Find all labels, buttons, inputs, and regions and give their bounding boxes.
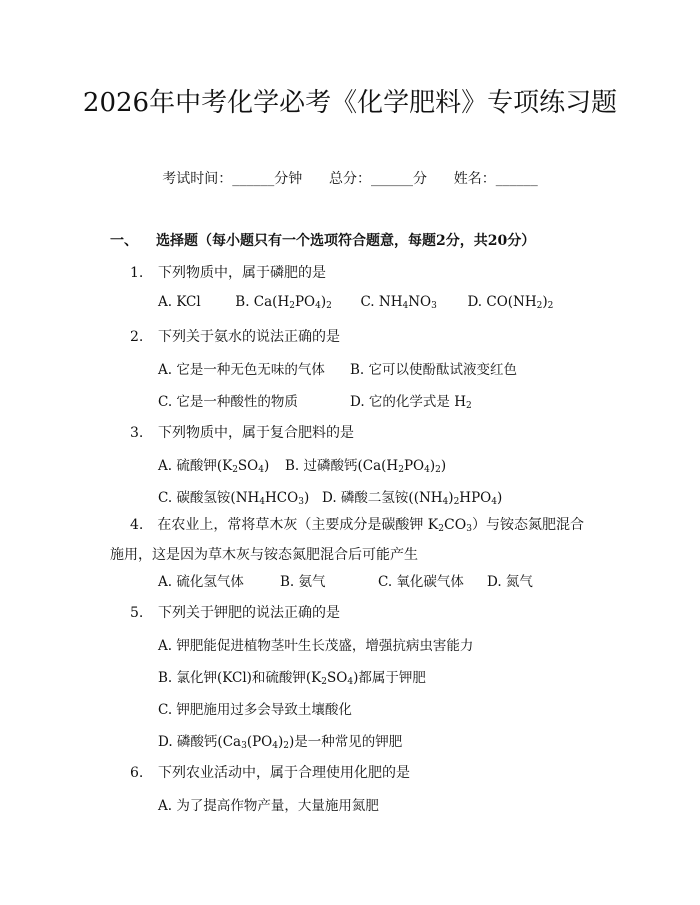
option-a: A. 硫酸钾$(K_2SO_4)$ bbox=[158, 458, 270, 475]
question-number: 3. bbox=[130, 425, 144, 441]
page-title: 2026年中考化学必考《化学肥料》专项练习题 bbox=[82, 88, 618, 118]
option-b: B. 它可以使酚酞试液变红色 bbox=[350, 362, 518, 378]
option-d: D. 它的化学式是 $H_2$ bbox=[350, 394, 472, 411]
exam-time-label: 考试时间：______分钟 bbox=[162, 171, 303, 187]
question-number: 2. bbox=[130, 329, 144, 345]
option-d: D. 磷酸二氢铵$((NH_4)_2HPO_4)$ bbox=[322, 490, 503, 507]
question-stem: 下列物质中，属于磷肥的是 bbox=[158, 265, 326, 281]
option-b: B. 氯化钾(KCl)和硫酸钾$(K_2SO_4)$都属于钾肥 bbox=[158, 670, 426, 687]
section-heading bbox=[110, 230, 535, 250]
question-stem: 下列关于钾肥的说法正确的是 bbox=[158, 605, 340, 621]
question-number: 5. bbox=[130, 605, 144, 621]
question-5 bbox=[130, 602, 340, 622]
option-b: B. $Ca(H_2PO_4)_2$ bbox=[235, 294, 332, 311]
option-a: A. 为了提高作物产量，大量施用氮肥 bbox=[158, 798, 379, 814]
option-d: D. 磷酸钙$(Ca_3(PO_4)_2)$是一种常见的钾肥 bbox=[158, 734, 403, 751]
option-a: A. 钾肥能促进植物茎叶生长茂盛，增强抗病虫害能力 bbox=[158, 638, 474, 654]
question-number: 4. bbox=[130, 517, 144, 533]
option-b: B. 氨气 bbox=[280, 574, 326, 590]
option-a: A. 它是一种无色无味的气体 bbox=[158, 362, 325, 378]
option-b: B. 过磷酸钙$(Ca(H_2PO_4)_2)$ bbox=[285, 458, 447, 475]
option-d: D. 氮气 bbox=[487, 574, 533, 590]
question-stem: 下列农业活动中，属于合理使用化肥的是 bbox=[158, 765, 410, 781]
section-title: 选择题（每小题只有一个选项符合题意，每题2分，共20分） bbox=[156, 233, 536, 249]
question-3 bbox=[130, 422, 354, 442]
option-d: D. $CO(NH_2)_2$ bbox=[467, 294, 554, 311]
question-2 bbox=[130, 326, 340, 346]
question-number: 6. bbox=[130, 765, 144, 781]
option-c: C. 氧化碳气体 bbox=[378, 574, 464, 590]
option-c: C. 钾肥施用过多会导致土壤酸化 bbox=[158, 702, 352, 718]
option-c: C. $NH_4NO_3$ bbox=[360, 294, 437, 311]
question-1 bbox=[130, 262, 326, 282]
question-stem: 在农业上，常将草木灰（主要成分是碳酸钾 $K_2CO_3$）与铵态氮肥混合施用，这是因为草木灰与铵态氮肥混合后可能产生 bbox=[110, 517, 584, 563]
student-name-label: 姓名：______ bbox=[453, 171, 538, 187]
question-stem: 下列关于氨水的说法正确的是 bbox=[158, 329, 340, 345]
exam-info-line bbox=[0, 168, 700, 188]
option-a: A. 硫化氢气体 bbox=[158, 574, 244, 590]
question-stem: 下列物质中，属于复合肥料的是 bbox=[158, 425, 354, 441]
total-score-label: 总分：______分 bbox=[329, 171, 427, 187]
question-1-options bbox=[158, 294, 553, 311]
option-c: C. 碳酸氢铵$(NH_4HCO_3)$ bbox=[158, 490, 310, 507]
question-number: 1. bbox=[130, 265, 144, 281]
option-a: A. KCl bbox=[158, 294, 201, 310]
question-4 bbox=[110, 512, 592, 568]
option-c: C. 它是一种酸性的物质 bbox=[158, 394, 298, 410]
question-6 bbox=[130, 762, 410, 782]
section-number: 一、 bbox=[110, 233, 138, 249]
